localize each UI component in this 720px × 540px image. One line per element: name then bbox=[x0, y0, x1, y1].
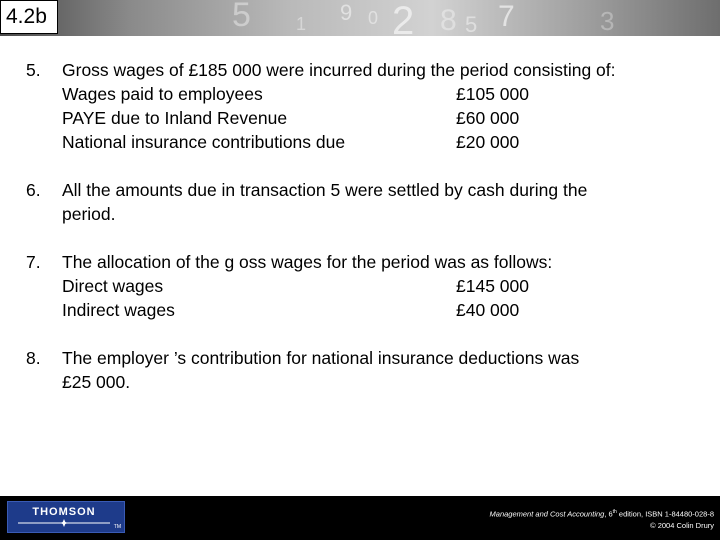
breakdown-amount: £40 000 bbox=[456, 300, 520, 320]
slide-number: 4.2b bbox=[0, 0, 58, 34]
item-text: period. bbox=[62, 204, 116, 224]
publisher-logo bbox=[7, 501, 125, 533]
book-credit-line: Management and Cost Accounting, 6th edition, ISBN 1-84480-028-8 bbox=[489, 509, 714, 519]
item-number: 7. bbox=[26, 252, 41, 272]
breakdown-amount: £145 000 bbox=[456, 276, 529, 296]
item-text: All the amounts due in transaction 5 were settled by cash during the bbox=[62, 180, 588, 200]
footer-bar bbox=[0, 496, 720, 540]
star-icon bbox=[8, 519, 120, 527]
copyright: © 2004 Colin Drury bbox=[650, 520, 714, 530]
logo-text: THOMSON bbox=[32, 506, 96, 518]
header-digit: 9 bbox=[340, 0, 353, 25]
header-digit: 1 bbox=[296, 14, 307, 34]
breakdown-amount: £20 000 bbox=[456, 132, 520, 152]
item-text: Gross wages of £185 000 were incurred during the period consisting of: bbox=[62, 60, 616, 80]
book-title: Management and Cost Accounting bbox=[489, 509, 605, 519]
breakdown-label: Wages paid to employees bbox=[62, 84, 263, 104]
edition-number: 6 bbox=[608, 509, 613, 519]
item-number: 5. bbox=[26, 60, 41, 80]
breakdown-label: Direct wages bbox=[62, 276, 164, 296]
header-digit: 3 bbox=[600, 6, 615, 36]
item-text: The allocation of the g oss wages for the period was as follows: bbox=[62, 252, 553, 272]
breakdown-label: National insurance contributions due bbox=[62, 132, 346, 152]
header-digit: 8 bbox=[440, 4, 457, 36]
breakdown-amount: £60 000 bbox=[456, 108, 520, 128]
item-text: The employer ’s contribution for national insurance deductions was bbox=[62, 348, 580, 368]
header-digit: 5 bbox=[232, 0, 251, 34]
item-number: 8. bbox=[26, 348, 41, 368]
edition-suffix: th bbox=[612, 509, 617, 515]
header-digit: 7 bbox=[498, 0, 515, 33]
trademark-mark: TM bbox=[113, 524, 121, 530]
breakdown-label: Indirect wages bbox=[62, 300, 175, 320]
header-banner bbox=[0, 0, 720, 36]
header-digit: 5 bbox=[465, 12, 478, 36]
header-digits-decoration bbox=[0, 0, 720, 36]
edition-isbn: edition, ISBN 1-84480-028-8 bbox=[616, 509, 714, 519]
header-digit: 0 bbox=[368, 8, 379, 28]
item-number: 6. bbox=[26, 180, 41, 200]
item-text: £25 000. bbox=[62, 372, 131, 392]
credits bbox=[490, 507, 714, 531]
header-digit: 2 bbox=[392, 0, 415, 36]
breakdown-label: PAYE due to Inland Revenue bbox=[62, 108, 288, 128]
breakdown-amount: £105 000 bbox=[456, 84, 529, 104]
